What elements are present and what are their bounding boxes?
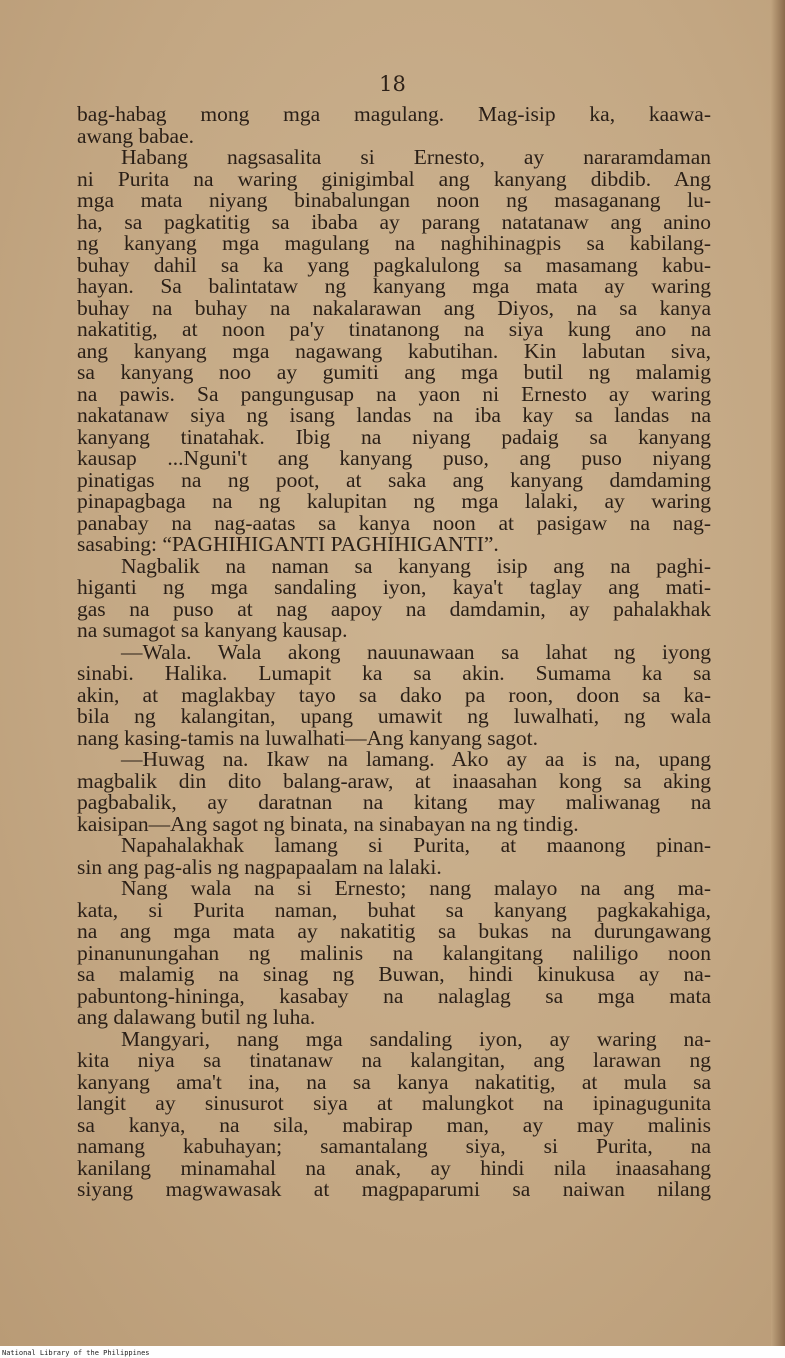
- text-line: ni Purita na waring ginigimbal ang kanyang dibdib. Ang: [77, 166, 711, 191]
- text-line: siyang magwawasak at magpaparumi sa naiwan nilang: [77, 1177, 711, 1201]
- text-line: gas na puso at nag aapoy na damdamin, ay pahalakhak: [77, 596, 711, 621]
- text-line: Nang wala na si Ernesto; nang malayo na ang ma-: [121, 876, 711, 900]
- text-line: nakatitig, at noon pa'y tinatanong na siya kung ano na: [77, 317, 711, 341]
- text-line: sasabing: “PAGHIHIGANTI PAGHIHIGANTI”.: [77, 532, 499, 556]
- text-line: awang babae.: [77, 123, 194, 148]
- text-line: nakatanaw siya ng isang landas na iba kay sa landas na: [77, 403, 711, 427]
- text-line: sinabi. Halika. Lumapit ka sa akin. Sumama ka sa: [77, 661, 711, 685]
- text-line: panabay na nag-aatas sa kanya noon at pasigaw na nag-: [77, 510, 711, 535]
- text-line: na ang mga mata ay nakatitig sa bukas na durungawang: [77, 919, 711, 943]
- text-line: pinatigas na ng poot, at saka ang kanyang damdaming: [77, 467, 711, 492]
- body-text: [77, 104, 711, 1201]
- text-line: bila ng kalangitan, upang umawit ng luwalhati, ng wala: [77, 704, 711, 728]
- text-line: sin ang pag-alis ng nagpapaalam na lalaki.: [77, 854, 442, 879]
- text-line: Habang nagsasalita si Ernesto, ay nararamdaman: [121, 145, 711, 169]
- text-line: kausap ...Nguni't ang kanyang puso, ang puso niyang: [77, 446, 711, 470]
- text-line: ha, sa pagkatitig sa ibaba ay parang natatanaw ang anino: [77, 209, 711, 234]
- text-line: —Huwag na. Ikaw na lamang. Ako ay aa is na, upang: [121, 747, 711, 771]
- text-line: mga mata niyang binabalungan noon ng masaganang lu-: [77, 188, 711, 212]
- text-line: sa kanya, na sila, mabirap man, ay may malinis: [77, 1112, 711, 1137]
- text-line: pagbabalik, ay daratnan na kitang may maliwanag na: [77, 790, 711, 814]
- text-line: higanti ng mga sandaling iyon, kaya't taglay ang mati-: [77, 575, 711, 599]
- text-line: langit ay sinusurot siya at malungkot na ipinagugunita: [77, 1091, 711, 1115]
- text-line: —Wala. Wala akong nauunawaan sa lahat ng iyong: [121, 639, 711, 664]
- text-line: ng kanyang mga magulang na naghihinagpis sa kabilang-: [77, 231, 711, 255]
- text-line: bag-habag mong mga magulang. Mag-isip ka, kaawa-: [77, 102, 711, 126]
- text-line: kanyang tinatahak. Ibig na niyang padaig sa kanyang: [77, 424, 711, 449]
- text-line: sa malamig na sinag ng Buwan, hindi kinukusa ay na-: [77, 962, 711, 986]
- text-line: kata, si Purita naman, buhat sa kanyang pagkakahiga,: [77, 897, 711, 922]
- text-line: sa kanyang noo ay gumiti ang mga butil ng malamig: [77, 360, 711, 384]
- text-line: pinanunungahan ng malinis na kalangitang naliligo noon: [77, 940, 711, 965]
- text-line: kaisipan—Ang sagot ng binata, na sinabayan na ng tindig.: [77, 811, 579, 836]
- page-edge-shadow: [771, 0, 785, 1346]
- text-line: Mangyari, nang mga sandaling iyon, ay waring na-: [121, 1026, 711, 1051]
- text-line: na sumagot sa kanyang kausap.: [77, 618, 348, 642]
- text-line: ang kanyang mga nagawang kabutihan. Kin labutan siva,: [77, 338, 711, 363]
- text-line: kanilang minamahal na anak, ay hindi nila inaasahang: [77, 1155, 711, 1180]
- text-line: pinapagbaga na ng kalupitan ng mga lalaki, ay waring: [77, 489, 711, 513]
- text-line: Nagbalik na naman sa kanyang isip ang na paghi-: [121, 553, 711, 578]
- text-line: namang kabuhayan; samantalang siya, si Purita, na: [77, 1134, 711, 1158]
- text-line: nang kasing-tamis na luwalhati—Ang kanyang sagot.: [77, 725, 538, 750]
- text-line: magbalik din dito balang-araw, at inaasahan kong sa aking: [77, 768, 711, 793]
- page-number: 18: [379, 72, 406, 96]
- library-footer: National Library of the Philippines: [2, 1349, 150, 1357]
- text-line: akin, at maglakbay tayo sa dako pa roon, doon sa ka-: [77, 682, 711, 707]
- text-line: ang dalawang butil ng luha.: [77, 1005, 316, 1029]
- text-line: hayan. Sa balintataw ng kanyang mga mata ay waring: [77, 274, 711, 298]
- text-line: pabuntong-hininga, kasabay na nalaglag sa mga mata: [77, 983, 711, 1008]
- text-line: kita niya sa tinatanaw na kalangitan, ang larawan ng: [77, 1048, 711, 1072]
- text-line: na pawis. Sa pangungusap na yaon ni Ernesto ay waring: [77, 381, 711, 406]
- text-line: kanyang ama't ina, na sa kanya nakatitig, at mula sa: [77, 1069, 711, 1094]
- text-line: buhay na buhay na nakalarawan ang Diyos, na sa kanya: [77, 295, 711, 320]
- text-line: Napahalakhak lamang si Purita, at maanong pinan-: [121, 833, 711, 857]
- text-line: buhay dahil sa ka yang pagkalulong sa masamang kabu-: [77, 252, 711, 277]
